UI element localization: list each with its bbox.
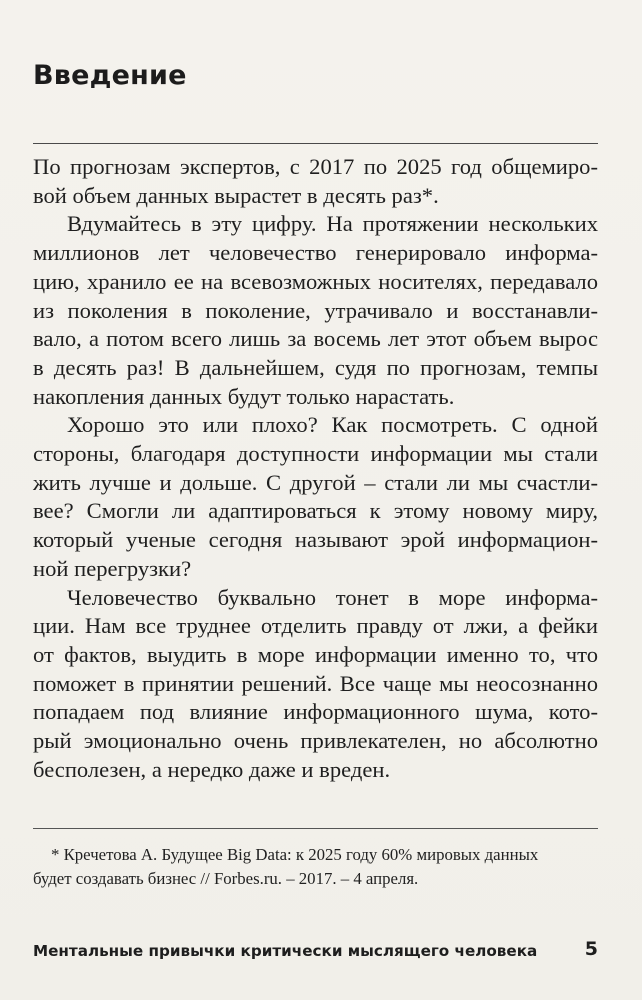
footnote-divider	[33, 828, 598, 829]
text-line: от фактов, выудить в море информации именно то, что	[33, 641, 598, 667]
text-line: Вдумайтесь в эту цифру. На протяжении нескольких	[67, 211, 598, 237]
page-number: 5	[584, 938, 598, 960]
chapter-heading: Введение	[33, 60, 187, 91]
text-line: бесполезен, а нередко даже и вреден.	[33, 756, 391, 782]
paragraph-4	[33, 584, 598, 785]
text-line: в десять раз! В дальнейшем, судя по прогнозам, темпы	[33, 354, 598, 380]
text-line: миллионов лет человечество генерировало информа-	[33, 240, 598, 266]
text-line: вой объем данных вырастет в десять раз*.	[33, 182, 439, 208]
text-line: Человечество буквально тонет в море информа-	[67, 584, 598, 610]
text-line: рый эмоционально очень привлекателен, но абсолютно	[33, 728, 598, 754]
paragraph-1	[33, 153, 598, 210]
paragraph-3	[33, 411, 598, 583]
text-line: попадаем под влияние информационного шума, кото-	[33, 699, 598, 725]
heading-divider	[33, 143, 598, 144]
text-line: накопления данных будут только нарастать.	[33, 383, 455, 409]
footnote-line: будет создавать бизнес // Forbes.ru. – 2017. – 4 апреля.	[33, 869, 419, 888]
text-line: ции. Нам все труднее отделить правду от лжи, а фейки	[33, 613, 598, 639]
text-line: По прогнозам экспертов, с 2017 по 2025 год общемиро-	[33, 154, 598, 179]
text-line: поможет в принятии решений. Все чаще мы неосознанно	[33, 670, 598, 696]
text-line: вало, а потом всего лишь за восемь лет этот объем вырос	[33, 326, 598, 352]
text-line: вее? Смогли ли адаптироваться к этому новому миру,	[33, 498, 598, 524]
text-line: который ученые сегодня называют эрой информацион-	[33, 527, 598, 553]
text-line: стороны, благодаря доступности информации мы стали	[33, 441, 598, 467]
text-line: Хорошо это или плохо? Как посмотреть. С одной	[67, 412, 598, 438]
text-line: цию, хранило ее на всевозможных носителях, передавало	[33, 268, 598, 294]
text-line: ной перегрузки?	[33, 555, 192, 581]
paragraph-2	[33, 210, 598, 411]
text-line: жить лучше и дольше. С другой – стали ли мы счастли-	[33, 469, 598, 495]
body-text	[33, 153, 598, 784]
running-footer-title: Ментальные привычки критически мыслящего человека	[33, 942, 538, 960]
text-line: из поколения в поколение, утрачивало и восстанавли-	[33, 297, 598, 323]
footnote-line: * Кречетова А. Будущее Big Data: к 2025 году 60% мировых данных	[51, 845, 539, 864]
footnote	[33, 843, 598, 891]
